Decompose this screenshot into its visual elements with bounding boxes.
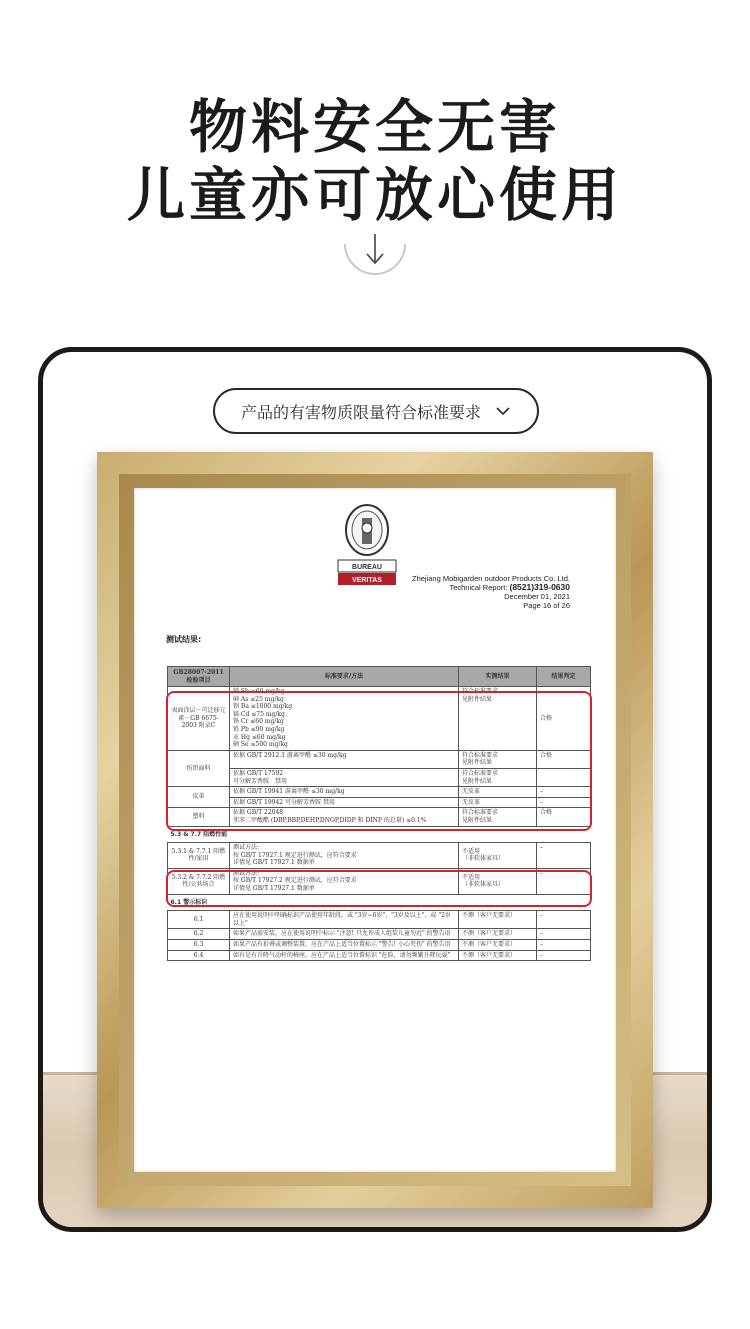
table-row: 6.3 如果产品有折叠或调整装置，应在产品上适当位置标示 "警告! 小心夹伤" 的警告语 不测（客户无要求） – <box>168 940 591 951</box>
table-row: 6.4 如有是有升降气动杆的椅座，应在产品上适当位置标识 "危险，请勿频繁升降玩耍" 不测（客户无要求） – <box>168 950 591 961</box>
compliance-label: 产品的有害物质限量符合标准要求 <box>240 402 481 422</box>
test-report-document <box>134 488 616 1172</box>
table-row: 塑料 依据 GB/T 22048 邻苯二甲酸酯 (DBP,BBP,DEHP,DNOP,DIDP 和 DINP 的总量) ≤0.1% 符合标准要求 见附件结果 合格 <box>168 808 591 826</box>
table-row: 5.3.2 & 7.7.2 阻燃性/公共场合 测试方法: 按 GB/T 17927.2 规定进行测试，应符合要求 详情见 GB/T 17927.1 数据单 不适用 （非软体家具） – <box>168 868 591 894</box>
compliance-dropdown[interactable] <box>213 388 539 434</box>
svg-text:VERITAS: VERITAS <box>352 577 382 584</box>
svg-text:BUREAU: BUREAU <box>352 564 382 571</box>
bureau-veritas-logo <box>336 500 398 586</box>
table-header-row: GB28007-2011 检验项目 标准要求/方法 实测结果 结果判定 <box>168 667 591 687</box>
headline-line-2: 儿童亦可放心使用 <box>126 161 623 229</box>
section-row-warnings: 6.1 警示标识 <box>168 894 591 911</box>
table-row: 6.2 如果产品需安装，应在使用说明中标示 "注意! 只允许成人组装儿童勿近" 的警告语 不测（客户无要求） – <box>168 929 591 940</box>
test-results-title: 测试结果: <box>166 635 202 644</box>
table-row: 皮革 依据 GB/T 19941 游离甲醛 ≤30 mg/kg 无皮革 – <box>168 787 591 798</box>
table-row: 纺织面料 依据 GB/T 2912.1 游离甲醛 ≤30 mg/kg 符合标准要求 见附件结果 合格 <box>168 750 591 768</box>
highlight-box-coatings-textiles <box>166 691 592 831</box>
chevron-down-icon <box>495 405 511 417</box>
headline-line-1: 物料安全无害 <box>188 93 561 161</box>
report-header: Zhejiang Mobigarden outdoor Products Co. Ltd. Technical Report: (8521)319-0630 December 01, 2021 Page 16 of 26 <box>411 574 570 610</box>
table-row: 5.3.1 & 7.7.1 阻燃性/家用 测试方法: 按 GB/T 17927.1 规定进行测试，应符合要求 详情见 GB/T 17927.1 数据单 不适用 （非软体家具） – <box>168 843 591 869</box>
table-row: 6.1 应在使用说明中明确标识产品使用年龄段，或 "3岁~6岁"、"3岁及以上"、或 "2岁以上" 不测（客户无要求） – <box>168 911 591 929</box>
table-row: 表面涂层－可迁移元素－GB 6675-2003 附录C 锑 Sb ≤60 mg/kg 砷 As ≤25 mg/kg 钡 Ba ≤1000 mg/kg 镉 Cd ≤75 mg/kg 铬 Cr ≤60 mg/kg 铅 Pb ≤90 mg/kg 汞 Hg ≤60 mg/kg 硒 Se ≤500 mg/kg 符合标准要求 见附件结果 合格 <box>168 687 591 751</box>
highlight-box-plastics <box>166 870 592 907</box>
table-row: 依据 GB/T 17592 可分解芳香胺 禁用 符合标准要求 见附件结果 <box>168 768 591 786</box>
table-row: 依据 GB/T 19942 可分解芳香胺 禁用 无皮革 – <box>168 797 591 808</box>
section-row-flammability: 5.3 & 7.7 阻燃性能 <box>168 826 591 843</box>
arrow-down-icon <box>340 222 410 282</box>
